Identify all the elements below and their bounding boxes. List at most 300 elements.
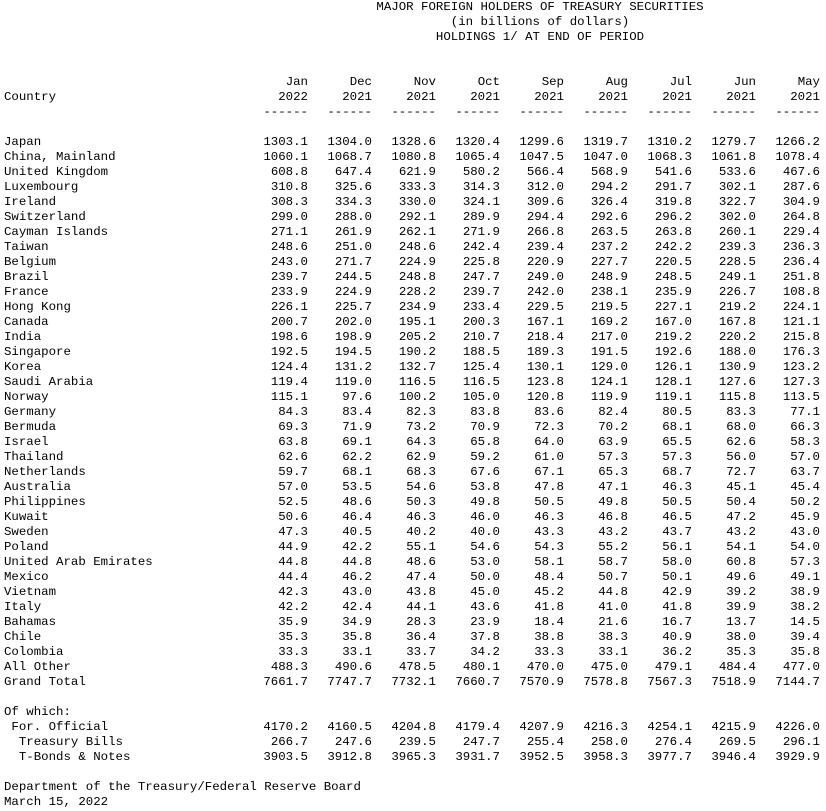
holding-value: 248.6 bbox=[270, 240, 308, 254]
holding-value: 251.8 bbox=[782, 270, 820, 284]
holding-value: 239.4 bbox=[526, 240, 564, 254]
holding-value: 261.9 bbox=[334, 225, 372, 239]
column-month: Jul bbox=[669, 75, 692, 89]
holding-value: 50.5 bbox=[662, 495, 692, 509]
country-name: All Other bbox=[4, 660, 71, 674]
table-row bbox=[0, 540, 826, 555]
holding-value: 33.1 bbox=[598, 645, 628, 659]
holding-value: 116.5 bbox=[398, 375, 436, 389]
holding-value: 220.2 bbox=[718, 330, 756, 344]
holding-value: 49.8 bbox=[470, 495, 500, 509]
holding-value: 44.9 bbox=[278, 540, 308, 554]
holding-value: 217.0 bbox=[590, 330, 628, 344]
holding-value: 54.6 bbox=[470, 540, 500, 554]
holding-value: 40.2 bbox=[406, 525, 436, 539]
column-separator: ------ bbox=[455, 105, 500, 119]
holding-value: 115.1 bbox=[270, 390, 308, 404]
sub-row bbox=[0, 735, 826, 750]
holding-value: 54.3 bbox=[534, 540, 564, 554]
holding-value: 45.0 bbox=[470, 585, 500, 599]
column-month: Nov bbox=[413, 75, 436, 89]
holding-value: 49.6 bbox=[726, 570, 756, 584]
sub-row-value: 258.0 bbox=[590, 735, 628, 749]
holding-value: 38.3 bbox=[598, 630, 628, 644]
sub-row-value: 3912.8 bbox=[327, 750, 372, 764]
holding-value: 7578.8 bbox=[583, 675, 628, 689]
holding-value: 70.9 bbox=[470, 420, 500, 434]
holding-value: 58.0 bbox=[662, 555, 692, 569]
holding-value: 47.1 bbox=[598, 480, 628, 494]
holding-value: 34.9 bbox=[342, 615, 372, 629]
holding-value: 46.8 bbox=[598, 510, 628, 524]
holding-value: 7518.9 bbox=[711, 675, 756, 689]
holding-value: 131.2 bbox=[334, 360, 372, 374]
holding-value: 47.4 bbox=[406, 570, 436, 584]
holding-value: 125.4 bbox=[462, 360, 500, 374]
holding-value: 192.5 bbox=[270, 345, 308, 359]
column-year: 2021 bbox=[726, 90, 756, 104]
holding-value: 210.7 bbox=[462, 330, 500, 344]
holding-value: 82.3 bbox=[406, 405, 436, 419]
holding-value: 63.7 bbox=[790, 465, 820, 479]
holding-value: 115.8 bbox=[718, 390, 756, 404]
holding-value: 1065.4 bbox=[455, 150, 500, 164]
holding-value: 50.0 bbox=[470, 570, 500, 584]
holding-value: 124.1 bbox=[590, 375, 628, 389]
holding-value: 235.9 bbox=[654, 285, 692, 299]
holding-value: 219.5 bbox=[590, 300, 628, 314]
sub-row bbox=[0, 720, 826, 735]
holding-value: 248.5 bbox=[654, 270, 692, 284]
holding-value: 237.2 bbox=[590, 240, 628, 254]
column-month: Jun bbox=[733, 75, 756, 89]
holding-value: 41.8 bbox=[662, 600, 692, 614]
holding-value: 56.1 bbox=[662, 540, 692, 554]
holding-value: 227.1 bbox=[654, 300, 692, 314]
holding-value: 123.8 bbox=[526, 375, 564, 389]
country-name: Poland bbox=[4, 540, 49, 554]
sub-row-value: 3977.7 bbox=[647, 750, 692, 764]
holding-value: 58.7 bbox=[598, 555, 628, 569]
holding-value: 1299.6 bbox=[519, 135, 564, 149]
holding-value: 319.8 bbox=[654, 195, 692, 209]
sub-row-label: For. Official bbox=[4, 720, 109, 734]
column-month: Aug bbox=[605, 75, 628, 89]
holding-value: 50.7 bbox=[598, 570, 628, 584]
sub-row-value: 4215.9 bbox=[711, 720, 756, 734]
country-name: United Kingdom bbox=[4, 165, 109, 179]
holding-value: 195.1 bbox=[398, 315, 436, 329]
holding-value: 224.9 bbox=[398, 255, 436, 269]
holding-value: 167.0 bbox=[654, 315, 692, 329]
country-header: Country bbox=[4, 90, 57, 104]
holding-value: 52.5 bbox=[278, 495, 308, 509]
holding-value: 304.9 bbox=[782, 195, 820, 209]
table-row bbox=[0, 375, 826, 390]
holding-value: 83.4 bbox=[342, 405, 372, 419]
holding-value: 200.3 bbox=[462, 315, 500, 329]
holding-value: 219.2 bbox=[718, 300, 756, 314]
holding-value: 215.8 bbox=[782, 330, 820, 344]
holding-value: 77.1 bbox=[790, 405, 820, 419]
country-name: Vietnam bbox=[4, 585, 57, 599]
holding-value: 39.9 bbox=[726, 600, 756, 614]
country-name: Taiwan bbox=[4, 240, 49, 254]
holding-value: 292.1 bbox=[398, 210, 436, 224]
holding-value: 479.1 bbox=[654, 660, 692, 674]
holding-value: 50.3 bbox=[406, 495, 436, 509]
holding-value: 119.0 bbox=[334, 375, 372, 389]
table-row bbox=[0, 180, 826, 195]
holding-value: 242.4 bbox=[462, 240, 500, 254]
holding-value: 56.0 bbox=[726, 450, 756, 464]
holding-value: 220.9 bbox=[526, 255, 564, 269]
column-year: 2021 bbox=[470, 90, 500, 104]
column-month: Jan bbox=[285, 75, 308, 89]
holding-value: 68.0 bbox=[726, 420, 756, 434]
country-name: Germany bbox=[4, 405, 57, 419]
holding-value: 1319.7 bbox=[583, 135, 628, 149]
holding-value: 48.6 bbox=[342, 495, 372, 509]
column-month: May bbox=[797, 75, 820, 89]
country-name: Hong Kong bbox=[4, 300, 71, 314]
holding-value: 119.9 bbox=[590, 390, 628, 404]
table-row bbox=[0, 645, 826, 660]
holding-value: 83.3 bbox=[726, 405, 756, 419]
holding-value: 54.6 bbox=[406, 480, 436, 494]
holding-value: 7732.1 bbox=[391, 675, 436, 689]
holding-value: 45.9 bbox=[790, 510, 820, 524]
holding-value: 45.1 bbox=[726, 480, 756, 494]
holding-value: 43.8 bbox=[406, 585, 436, 599]
holding-value: 130.9 bbox=[718, 360, 756, 374]
holding-value: 57.0 bbox=[790, 450, 820, 464]
holding-value: 40.5 bbox=[342, 525, 372, 539]
holding-value: 192.6 bbox=[654, 345, 692, 359]
holding-value: 33.3 bbox=[534, 645, 564, 659]
holding-value: 333.3 bbox=[398, 180, 436, 194]
sub-row-label: T-Bonds & Notes bbox=[4, 750, 131, 764]
holding-value: 46.2 bbox=[342, 570, 372, 584]
holding-value: 480.1 bbox=[462, 660, 500, 674]
holding-value: 35.3 bbox=[278, 630, 308, 644]
country-name: Bahamas bbox=[4, 615, 57, 629]
holding-value: 228.5 bbox=[718, 255, 756, 269]
sub-row-value: 3931.7 bbox=[455, 750, 500, 764]
holding-value: 647.4 bbox=[334, 165, 372, 179]
sub-row-value: 3965.3 bbox=[391, 750, 436, 764]
holding-value: 225.8 bbox=[462, 255, 500, 269]
holding-value: 84.3 bbox=[278, 405, 308, 419]
country-name: Ireland bbox=[4, 195, 57, 209]
holding-value: 57.0 bbox=[278, 480, 308, 494]
holding-value: 287.6 bbox=[782, 180, 820, 194]
holding-value: 38.9 bbox=[790, 585, 820, 599]
holding-value: 1068.3 bbox=[647, 150, 692, 164]
holding-value: 53.0 bbox=[470, 555, 500, 569]
country-name: Singapore bbox=[4, 345, 71, 359]
holding-value: 248.9 bbox=[590, 270, 628, 284]
holding-value: 263.8 bbox=[654, 225, 692, 239]
table-row bbox=[0, 450, 826, 465]
holding-value: 33.7 bbox=[406, 645, 436, 659]
column-separator: ------ bbox=[519, 105, 564, 119]
holding-value: 330.0 bbox=[398, 195, 436, 209]
holding-value: 42.2 bbox=[342, 540, 372, 554]
country-name: Philippines bbox=[4, 495, 86, 509]
holding-value: 108.8 bbox=[782, 285, 820, 299]
holding-value: 50.5 bbox=[534, 495, 564, 509]
sub-row-value: 4254.1 bbox=[647, 720, 692, 734]
country-name: Grand Total bbox=[4, 675, 86, 689]
holding-value: 35.8 bbox=[790, 645, 820, 659]
sub-row-value: 4160.5 bbox=[327, 720, 372, 734]
country-name: Colombia bbox=[4, 645, 64, 659]
country-name: Luxembourg bbox=[4, 180, 79, 194]
table-row bbox=[0, 615, 826, 630]
holding-value: 57.3 bbox=[598, 450, 628, 464]
holding-value: 33.1 bbox=[342, 645, 372, 659]
sub-row-value: 4204.8 bbox=[391, 720, 436, 734]
holding-value: 60.8 bbox=[726, 555, 756, 569]
holding-value: 100.2 bbox=[398, 390, 436, 404]
holding-value: 308.3 bbox=[270, 195, 308, 209]
holding-value: 46.5 bbox=[662, 510, 692, 524]
holding-value: 123.2 bbox=[782, 360, 820, 374]
holding-value: 271.1 bbox=[270, 225, 308, 239]
holding-value: 48.4 bbox=[534, 570, 564, 584]
holding-value: 1047.5 bbox=[519, 150, 564, 164]
holding-value: 310.8 bbox=[270, 180, 308, 194]
holding-value: 57.3 bbox=[662, 450, 692, 464]
table-row bbox=[0, 255, 826, 270]
column-year: 2021 bbox=[534, 90, 564, 104]
holding-value: 194.5 bbox=[334, 345, 372, 359]
column-month: Sep bbox=[541, 75, 564, 89]
holding-value: 7661.7 bbox=[263, 675, 308, 689]
holding-value: 7660.7 bbox=[455, 675, 500, 689]
holding-value: 205.2 bbox=[398, 330, 436, 344]
holding-value: 38.0 bbox=[726, 630, 756, 644]
column-separator: ------ bbox=[263, 105, 308, 119]
sub-row-value: 269.5 bbox=[718, 735, 756, 749]
holding-value: 233.4 bbox=[462, 300, 500, 314]
holding-value: 46.0 bbox=[470, 510, 500, 524]
holding-value: 488.3 bbox=[270, 660, 308, 674]
country-name: Korea bbox=[4, 360, 42, 374]
footer-date: March 15, 2022 bbox=[4, 795, 109, 809]
holding-value: 262.1 bbox=[398, 225, 436, 239]
holding-value: 62.6 bbox=[726, 435, 756, 449]
holding-value: 13.7 bbox=[726, 615, 756, 629]
column-year: 2021 bbox=[406, 90, 436, 104]
holding-value: 72.3 bbox=[534, 420, 564, 434]
holding-value: 239.7 bbox=[462, 285, 500, 299]
holding-value: 21.6 bbox=[598, 615, 628, 629]
country-name: Bermuda bbox=[4, 420, 57, 434]
holding-value: 68.1 bbox=[662, 420, 692, 434]
country-name: India bbox=[4, 330, 42, 344]
column-separator: ------ bbox=[711, 105, 756, 119]
column-month: Dec bbox=[349, 75, 372, 89]
holding-value: 242.2 bbox=[654, 240, 692, 254]
holding-value: 128.1 bbox=[654, 375, 692, 389]
holding-value: 67.1 bbox=[534, 465, 564, 479]
table-row bbox=[0, 165, 826, 180]
holding-value: 260.1 bbox=[718, 225, 756, 239]
holding-value: 229.4 bbox=[782, 225, 820, 239]
holding-value: 224.9 bbox=[334, 285, 372, 299]
holding-value: 608.8 bbox=[270, 165, 308, 179]
sub-row-value: 296.1 bbox=[782, 735, 820, 749]
holding-value: 59.2 bbox=[470, 450, 500, 464]
holding-value: 1266.2 bbox=[775, 135, 820, 149]
table-row bbox=[0, 585, 826, 600]
holding-value: 218.4 bbox=[526, 330, 564, 344]
holding-value: 247.7 bbox=[462, 270, 500, 284]
holding-value: 68.3 bbox=[406, 465, 436, 479]
holding-value: 69.1 bbox=[342, 435, 372, 449]
sub-row-value: 239.5 bbox=[398, 735, 436, 749]
holding-value: 188.5 bbox=[462, 345, 500, 359]
holding-value: 64.0 bbox=[534, 435, 564, 449]
holding-value: 44.1 bbox=[406, 600, 436, 614]
holding-value: 1047.0 bbox=[583, 150, 628, 164]
holding-value: 42.9 bbox=[662, 585, 692, 599]
holding-value: 1310.2 bbox=[647, 135, 692, 149]
sub-row-label: Treasury Bills bbox=[4, 735, 123, 749]
table-row bbox=[0, 555, 826, 570]
country-name: Cayman Islands bbox=[4, 225, 109, 239]
holding-value: 248.8 bbox=[398, 270, 436, 284]
country-name: Saudi Arabia bbox=[4, 375, 94, 389]
holding-value: 291.7 bbox=[654, 180, 692, 194]
holding-value: 55.1 bbox=[406, 540, 436, 554]
table-row bbox=[0, 150, 826, 165]
holding-value: 248.6 bbox=[398, 240, 436, 254]
column-year: 2021 bbox=[598, 90, 628, 104]
holding-value: 1061.8 bbox=[711, 150, 756, 164]
table-row bbox=[0, 420, 826, 435]
holding-value: 68.1 bbox=[342, 465, 372, 479]
country-name: Norway bbox=[4, 390, 49, 404]
country-name: Netherlands bbox=[4, 465, 86, 479]
holding-value: 127.6 bbox=[718, 375, 756, 389]
table-row bbox=[0, 135, 826, 150]
holding-value: 43.3 bbox=[534, 525, 564, 539]
holding-value: 226.1 bbox=[270, 300, 308, 314]
table-row bbox=[0, 330, 826, 345]
holding-value: 1068.7 bbox=[327, 150, 372, 164]
holding-value: 202.0 bbox=[334, 315, 372, 329]
holding-value: 219.2 bbox=[654, 330, 692, 344]
holding-value: 132.7 bbox=[398, 360, 436, 374]
table-row bbox=[0, 195, 826, 210]
holding-value: 271.9 bbox=[462, 225, 500, 239]
column-separator: ------ bbox=[583, 105, 628, 119]
sub-row bbox=[0, 750, 826, 765]
holding-value: 167.8 bbox=[718, 315, 756, 329]
holding-value: 129.0 bbox=[590, 360, 628, 374]
holding-value: 62.6 bbox=[278, 450, 308, 464]
holding-value: 40.9 bbox=[662, 630, 692, 644]
holding-value: 43.2 bbox=[726, 525, 756, 539]
holding-value: 220.5 bbox=[654, 255, 692, 269]
holding-value: 55.2 bbox=[598, 540, 628, 554]
holding-value: 296.2 bbox=[654, 210, 692, 224]
holding-value: 271.7 bbox=[334, 255, 372, 269]
holding-value: 43.2 bbox=[598, 525, 628, 539]
holding-value: 475.0 bbox=[590, 660, 628, 674]
holding-value: 249.1 bbox=[718, 270, 756, 284]
table-row bbox=[0, 405, 826, 420]
table-row bbox=[0, 345, 826, 360]
table-row bbox=[0, 270, 826, 285]
holding-value: 44.4 bbox=[278, 570, 308, 584]
holding-value: 116.5 bbox=[462, 375, 500, 389]
holding-value: 46.3 bbox=[534, 510, 564, 524]
holding-value: 50.4 bbox=[726, 495, 756, 509]
holding-value: 54.0 bbox=[790, 540, 820, 554]
holding-value: 49.8 bbox=[598, 495, 628, 509]
sub-row-value: 3946.4 bbox=[711, 750, 756, 764]
column-year: 2021 bbox=[662, 90, 692, 104]
holding-value: 80.5 bbox=[662, 405, 692, 419]
holding-value: 467.6 bbox=[782, 165, 820, 179]
holding-value: 249.0 bbox=[526, 270, 564, 284]
country-name: Italy bbox=[4, 600, 42, 614]
holding-value: 130.1 bbox=[526, 360, 564, 374]
holding-value: 325.6 bbox=[334, 180, 372, 194]
holding-value: 236.4 bbox=[782, 255, 820, 269]
sub-row-value: 247.7 bbox=[462, 735, 500, 749]
holding-value: 16.7 bbox=[662, 615, 692, 629]
holding-value: 54.1 bbox=[726, 540, 756, 554]
holding-value: 39.2 bbox=[726, 585, 756, 599]
table-row bbox=[0, 465, 826, 480]
holding-value: 65.5 bbox=[662, 435, 692, 449]
country-name: Chile bbox=[4, 630, 42, 644]
table-row bbox=[0, 600, 826, 615]
holding-value: 1279.7 bbox=[711, 135, 756, 149]
holding-value: 42.3 bbox=[278, 585, 308, 599]
table-row bbox=[0, 510, 826, 525]
table-row bbox=[0, 525, 826, 540]
country-name: Sweden bbox=[4, 525, 49, 539]
sub-row-value: 4170.2 bbox=[263, 720, 308, 734]
country-name: China, Mainland bbox=[4, 150, 116, 164]
holding-value: 62.9 bbox=[406, 450, 436, 464]
holding-value: 44.8 bbox=[278, 555, 308, 569]
holding-value: 334.3 bbox=[334, 195, 372, 209]
holding-value: 200.7 bbox=[270, 315, 308, 329]
holding-value: 244.5 bbox=[334, 270, 372, 284]
table-row bbox=[0, 495, 826, 510]
holding-value: 322.7 bbox=[718, 195, 756, 209]
sub-row-value: 3952.5 bbox=[519, 750, 564, 764]
holding-value: 14.5 bbox=[790, 615, 820, 629]
holding-value: 228.2 bbox=[398, 285, 436, 299]
holding-value: 227.7 bbox=[590, 255, 628, 269]
holding-value: 47.2 bbox=[726, 510, 756, 524]
holding-value: 40.0 bbox=[470, 525, 500, 539]
holding-value: 198.9 bbox=[334, 330, 372, 344]
holding-value: 23.9 bbox=[470, 615, 500, 629]
holding-value: 61.0 bbox=[534, 450, 564, 464]
country-name: Brazil bbox=[4, 270, 49, 284]
holding-value: 490.6 bbox=[334, 660, 372, 674]
sub-row-value: 4226.0 bbox=[775, 720, 820, 734]
